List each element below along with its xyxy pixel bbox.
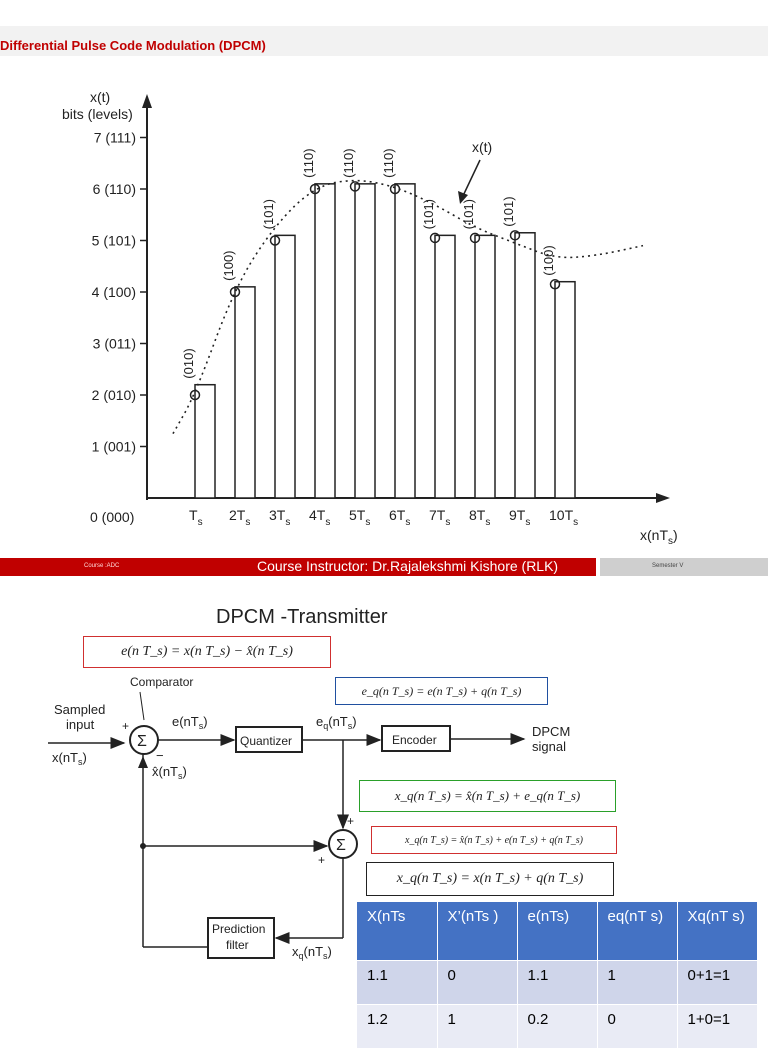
- plus-sign: +: [318, 853, 326, 867]
- table-row: [357, 960, 757, 1004]
- x-tick-label: $6T_s$: [389, 507, 411, 528]
- bar: [435, 235, 455, 498]
- bar-label: (101): [421, 198, 436, 230]
- encoder-label: Encoder: [392, 733, 437, 747]
- error-label: $e(nT_s)$: [172, 714, 208, 731]
- y-tick-label: 6 (110): [92, 181, 136, 197]
- footer-instructor: Course Instructor: Dr.Rajalekshmi Kishore (RLK): [257, 558, 559, 574]
- plus-sign: +: [347, 814, 355, 828]
- footer-bar-right: [600, 558, 768, 576]
- x-tick-label: $5T_s$: [349, 507, 371, 528]
- bar: [475, 235, 495, 498]
- dpcm-output-label-1: DPCM: [532, 724, 571, 739]
- x-tick-label: $7T_s$: [429, 507, 451, 528]
- bar-label: (010): [181, 348, 196, 379]
- equation-text: x_q(n T_s) = x̂(n T_s) + e_q(n T_s): [394, 788, 581, 803]
- dpcm-values-table: [357, 902, 758, 1049]
- bar-label: (110): [341, 148, 356, 178]
- table-cell: 1: [437, 1004, 517, 1048]
- xq-label: $x_q(nT_s)$: [292, 944, 332, 961]
- bar: [235, 287, 255, 498]
- y-tick-label: 7 (111): [93, 129, 136, 146]
- x-input-label: $x(nT_s)$: [52, 750, 87, 767]
- x-tick-label: $T_s$: [189, 507, 203, 528]
- sigma-symbol: Σ: [336, 837, 346, 854]
- table-header: eq(nT s): [597, 902, 677, 960]
- footer-course: Course :ADC: [84, 563, 120, 569]
- comparator-pointer: [140, 692, 144, 720]
- dpcm-level-chart: [0, 60, 768, 556]
- bar: [355, 184, 375, 498]
- table-cell: 1.1: [357, 960, 437, 1004]
- bar-label: (110): [301, 148, 316, 178]
- sigma-symbol: Σ: [137, 733, 147, 750]
- x-tick-label: $8T_s$: [469, 507, 491, 528]
- plus-sign: +: [122, 719, 130, 733]
- y-tick-label: 5 (101): [91, 232, 136, 249]
- y-tick-label: 1 (001): [91, 438, 136, 455]
- bar-label: (101): [461, 198, 476, 230]
- eq-label: $e_q(nT_s)$: [316, 714, 357, 731]
- dpcm-output-label-2: signal: [532, 739, 566, 754]
- bar-label: (110): [381, 148, 396, 178]
- bar: [195, 385, 215, 498]
- minus-sign: −: [156, 748, 164, 763]
- table-cell: 1: [597, 960, 677, 1004]
- x-tick-label: $4T_s$: [309, 507, 331, 528]
- comparator-label: Comparator: [130, 675, 194, 689]
- y-axis-arrow: [142, 94, 152, 108]
- table-header: X(nTs: [357, 902, 437, 960]
- x-tick-label: $2T_s$: [229, 507, 251, 528]
- x-tick-label: $10T_s$: [549, 507, 579, 528]
- table-header: Xq(nT s): [677, 902, 757, 960]
- sampled-input-label-1: Sampled: [54, 702, 106, 717]
- table-cell: 0: [597, 1004, 677, 1048]
- bar: [315, 184, 335, 498]
- equation-text: e(n T_s) = x(n T_s) − x̂(n T_s): [121, 644, 293, 659]
- footer-bar-left: [0, 558, 256, 576]
- bar-label: (101): [261, 198, 276, 230]
- table-cell: 1.1: [517, 960, 597, 1004]
- table-header-row: [357, 902, 757, 960]
- equation-text: x_q(n T_s) = x̂(n T_s) + e(n T_s) + q(n T_s): [404, 834, 583, 846]
- prediction-label-1: Prediction: [212, 922, 266, 936]
- footer-semester: Semester V: [652, 563, 684, 569]
- xhat-label: $x̂(nT_s)$: [152, 764, 187, 781]
- x-axis-title: $x(nT_s)$: [640, 527, 678, 547]
- origin-label: 0 (000): [90, 509, 135, 525]
- table-cell: 1.2: [357, 1004, 437, 1048]
- bar: [555, 282, 575, 498]
- table-cell: 1+0=1: [677, 1004, 757, 1048]
- bar-label: (100): [541, 245, 556, 276]
- equation-text: x_q(n T_s) = x(n T_s) + q(n T_s): [396, 871, 584, 886]
- bar-label: (101): [501, 196, 516, 227]
- y-axis-title-1: x(t): [90, 89, 111, 105]
- slide-title: Differential Pulse Code Modulation (DPCM): [0, 38, 266, 53]
- bar: [275, 235, 295, 498]
- sampled-input-label-2: input: [66, 717, 95, 732]
- slide-title-2: DPCM -Transmitter: [216, 606, 388, 628]
- curve-label: x(t): [472, 139, 493, 155]
- bar: [515, 233, 535, 498]
- equation-text: e_q(n T_s) = e(n T_s) + q(n T_s): [361, 683, 522, 698]
- quantizer-label: Quantizer: [240, 734, 293, 748]
- x-tick-label: $3T_s$: [269, 507, 291, 528]
- table-header: X’(nTs ): [437, 902, 517, 960]
- table-row: [357, 1004, 757, 1048]
- bar: [395, 184, 415, 498]
- curve-label-arrow: [458, 160, 480, 204]
- table-cell: 0.2: [517, 1004, 597, 1048]
- x-tick-label: $9T_s$: [509, 507, 531, 528]
- table-cell: 0: [437, 960, 517, 1004]
- bar-label: (100): [221, 250, 236, 281]
- y-tick-label: 3 (011): [92, 335, 136, 352]
- y-axis-title-2: bits (levels): [62, 106, 133, 122]
- y-tick-label: 4 (100): [91, 284, 136, 300]
- y-tick-label: 2 (010): [91, 387, 136, 403]
- x-axis-arrow: [656, 493, 670, 503]
- table-cell: 0+1=1: [677, 960, 757, 1004]
- table-header: e(nTs): [517, 902, 597, 960]
- prediction-label-2: filter: [226, 938, 249, 952]
